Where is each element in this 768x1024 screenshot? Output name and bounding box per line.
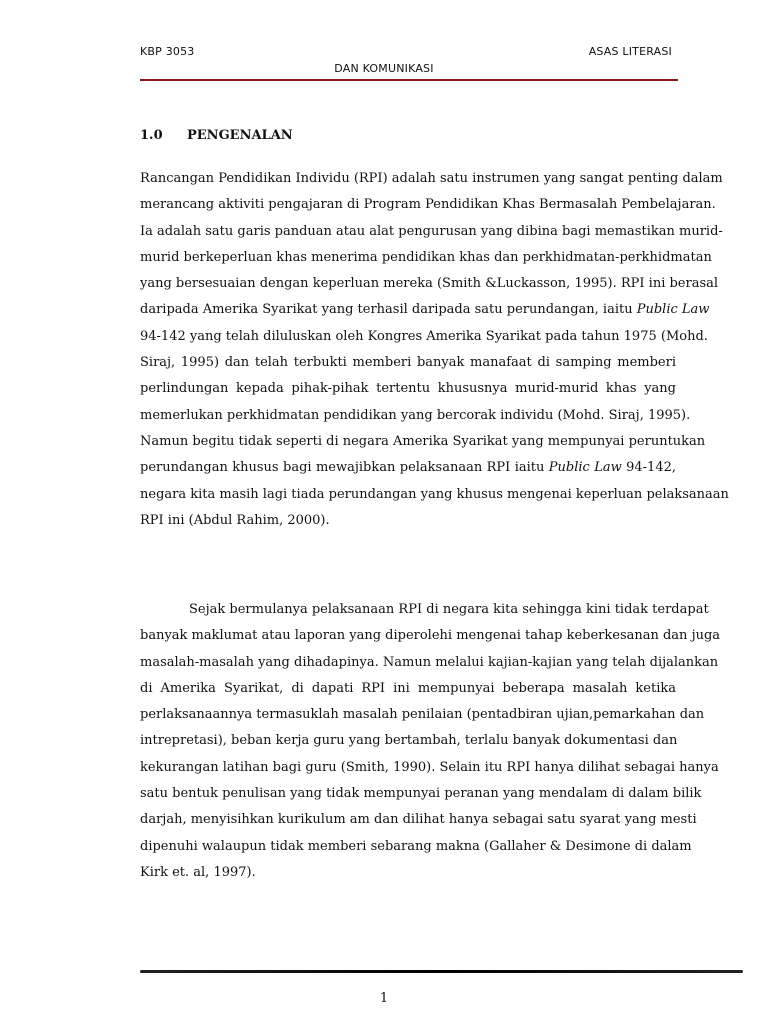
- text-line: negara kita masih lagi tiada perundangan yang khusus mengenai keperluan pelaksanaan: [140, 486, 729, 502]
- text-line: [140, 297, 710, 323]
- paragraph-introduction: [140, 166, 729, 534]
- text-line: [140, 455, 676, 481]
- text-line: Ia adalah satu garis panduan atau alat pengurusan yang dibina bagi memastikan murid-: [140, 223, 723, 239]
- text-line: Sejak bermulanya pelaksanaan RPI di negara kita sehingga kini tidak terdapat: [189, 602, 709, 617]
- header-course-code: KBP 3053: [140, 45, 195, 58]
- section-title: PENGENALAN: [187, 128, 293, 143]
- footer-rule: [140, 970, 743, 973]
- text-line: RPI ini (Abdul Rahim, 2000).: [140, 512, 330, 528]
- text-line: Siraj, 1995) dan telah terbukti memberi banyak manafaat di samping memberi: [140, 355, 676, 371]
- text-run: perundangan khusus bagi mewajibkan pelaksanaan RPI iaitu: [140, 460, 549, 476]
- text-line: Namun begitu tidak seperti di negara Amerika Syarikat yang mempunyai peruntukan: [140, 433, 706, 449]
- text-line: kekurangan latihan bagi guru (Smith, 1990). Selain itu RPI hanya dilihat sebagai hanya: [140, 759, 719, 775]
- text-line: darjah, menyisihkan kurikulum am dan dilihat hanya sebagai satu syarat yang mesti: [140, 812, 697, 828]
- header-rule: [140, 79, 678, 81]
- text-line: dipenuhi walaupun tidak memberi sebarang makna (Gallaher & Desimone di dalam: [140, 838, 692, 854]
- header-course-title-cont: DAN KOMUNIKASI: [334, 62, 434, 75]
- text-line: yang bersesuaian dengan keperluan mereka (Smith &Luckasson, 1995). RPI ini berasal: [140, 276, 719, 292]
- section-heading: [140, 128, 293, 143]
- section-number: 1.0: [140, 128, 163, 143]
- text-line: perlindungan kepada pihak-pihak tertentu khususnya murid-murid khas yang: [140, 381, 676, 397]
- text-line: intrepretasi), beban kerja guru yang bertambah, terlalu banyak dokumentasi dan: [140, 733, 678, 749]
- text-line: banyak maklumat atau laporan yang diperolehi mengenai tahap keberkesanan dan juga: [140, 628, 721, 644]
- text-line: memerlukan perkhidmatan pendidikan yang bercorak individu (Mohd. Siraj, 1995).: [140, 407, 691, 423]
- page-number: 1: [379, 991, 389, 1006]
- text-line: masalah-masalah yang dihadapinya. Namun melalui kajian-kajian yang telah dijalankan: [140, 654, 719, 670]
- header-course-title: ASAS LITERASI: [588, 45, 672, 58]
- italic-citation: Public Law: [548, 460, 622, 476]
- text-line: merancang aktiviti pengajaran di Program Pendidikan Khas Bermasalah Pembelajaran.: [140, 197, 716, 213]
- text-run: daripada Amerika Syarikat yang terhasil daripada satu perundangan, iaitu: [140, 302, 637, 318]
- text-line: 94-142 yang telah diluluskan oleh Kongres Amerika Syarikat pada tahun 1975 (Mohd.: [140, 328, 708, 344]
- paragraph-problems: [140, 597, 721, 886]
- italic-citation: Public Law: [636, 302, 710, 318]
- text-line: di Amerika Syarikat, di dapati RPI ini mempunyai beberapa masalah ketika: [140, 680, 676, 696]
- text-line: Rancangan Pendidikan Individu (RPI) adalah satu instrumen yang sangat penting dalam: [140, 171, 723, 186]
- text-run: 94-142,: [621, 460, 676, 476]
- text-line: perlaksanaannya termasuklah masalah penilaian (pentadbiran ujian,pemarkahan dan: [140, 707, 705, 723]
- text-line: murid berkeperluan khas menerima pendidikan khas dan perkhidmatan-perkhidmatan: [140, 249, 712, 265]
- text-line: Kirk et. al, 1997).: [140, 864, 256, 880]
- text-line: satu bentuk penulisan yang tidak mempunyai peranan yang mendalam di dalam bilik: [140, 786, 702, 802]
